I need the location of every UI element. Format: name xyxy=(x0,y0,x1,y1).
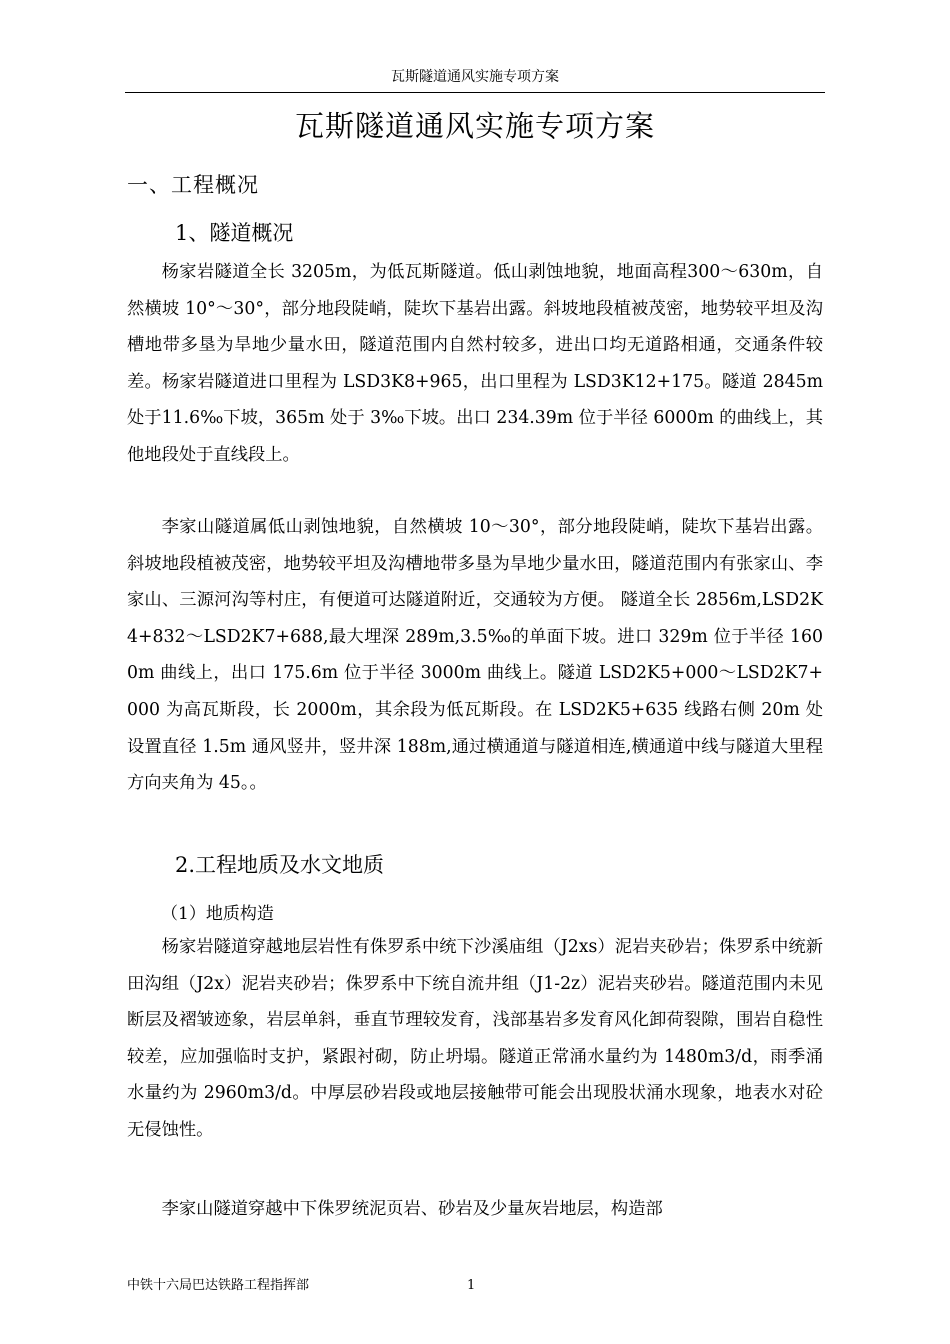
document-title: 瓦斯隧道通风实施专项方案 xyxy=(294,109,655,143)
section-heading-project-overview: 一、工程概况 xyxy=(127,173,259,197)
subsection-heading-tunnel-overview: 1、隧道概况 xyxy=(175,221,294,245)
paragraph-lijiashan-tunnel: 李家山隧道属低山剥蚀地貌，自然横坡 10～30°，部分地段陡峭，陡坎下基岩出露。斜坡地段植被茂密，地势较平坦及沟槽地带多垦为旱地少量水田，隧道范围内有张家山、李家山、三源河沟等村庄，有便道可达隧道附近，交通较为方便。 隧道全长 2856m,LSD2K4+832～LSD2K7+688,最大埋深 289m,3.5‰的单面下坡。进口 329m 位于半径 1600m 曲线上，出口 175.6m 位于半径 3000m 曲线上。隧道 LSD2K5+000～LSD2K7+000 为高瓦斯段，长 2000m，其余段为低瓦斯段。在 LSD2K5+635 线路右侧 20m 处设置直径 1.5m 通风竖井，竖井深 188m,通过横通道与隧道相连,横通道中线与隧道大里程方向夹角为 45。。 xyxy=(127,517,823,794)
header-divider xyxy=(125,92,825,93)
paragraph-lijiashan-geology: 李家山隧道穿越中下侏罗统泥页岩、砂岩及少量灰岩地层，构造部 xyxy=(161,1199,663,1219)
subsection-heading-geology-hydrology: 2.工程地质及水文地质 xyxy=(175,853,385,877)
subsection-heading-geological-structure: （1）地质构造 xyxy=(161,904,274,924)
footer-organization: 中铁十六局巴达铁路工程指挥部 xyxy=(127,1278,310,1293)
paragraph-yangjiayan-geology: 杨家岩隧道穿越地层岩性有侏罗系中统下沙溪庙组（J2xs）泥岩夹砂岩；侏罗系中统新田沟组（J2x）泥岩夹砂岩；侏罗系中下统自流井组（J1-2z）泥岩夹砂岩。隧道范围内未见断层及褶皱迹象，岩层单斜，垂直节理较发育，浅部基岩多发育风化卸荷裂隙，围岩自稳性较差，应加强临时支护，紧跟衬砌，防止坍塌。隧道正常涌水量约为 1480m3/d，雨季涌水量约为 2960m3/d。中厚层砂岩段或地层接触带可能会出现股状涌水现象，地表水对砼无侵蚀性。 xyxy=(127,937,823,1140)
footer-page-number: 1 xyxy=(467,1278,476,1293)
running-header: 瓦斯隧道通风实施专项方案 xyxy=(391,69,559,85)
paragraph-yangjiayan-tunnel: 杨家岩隧道全长 3205m，为低瓦斯隧道。低山剥蚀地貌，地面高程300～630m，自然横坡 10°～30°，部分地段陡峭，陡坎下基岩出露。斜坡地段植被茂密，地势较平坦及沟槽地带多垦为旱地少量水田，隧道范围内自然村较多，进出口均无道路相通，交通条件较差。杨家岩隧道进口里程为 LSD3K8+965，出口里程为 LSD3K12+175。隧道 2845m 处于11.6‰下坡，365m 处于 3‰下坡。出口 234.39m 位于半径 6000m 的曲线上，其他地段处于直线段上。 xyxy=(127,262,823,465)
